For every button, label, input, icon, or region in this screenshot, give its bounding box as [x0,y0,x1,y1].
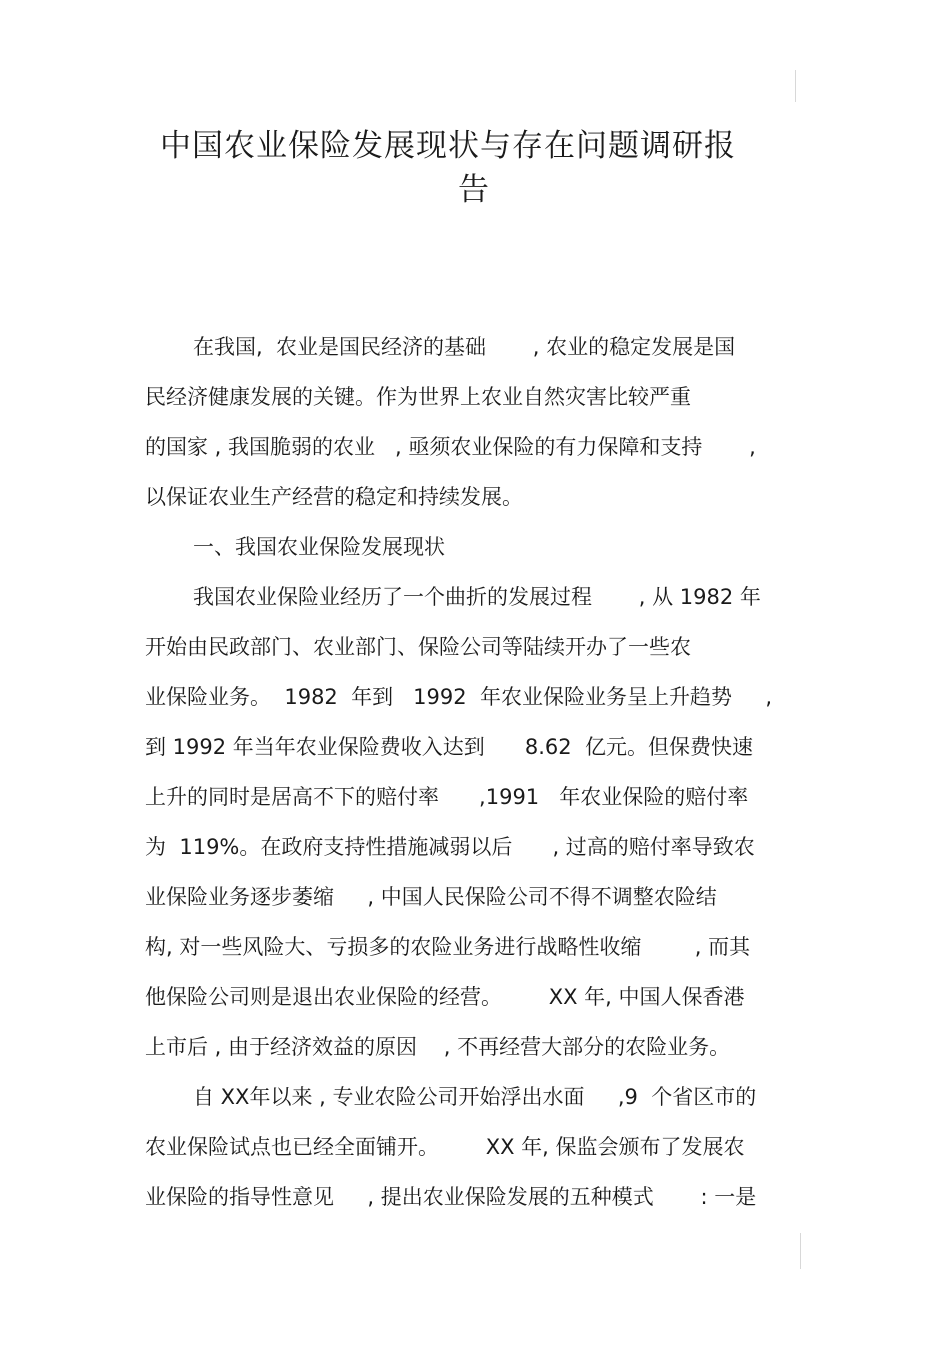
text-line: 开始由民政部门、农业部门、保险公司等陆续开办了一些农 [145,635,691,659]
page-edge-mark-top [795,70,796,102]
text-line: 我国农业保险业经历了一个曲折的发展过程 , 从 1982 年 [193,585,761,609]
text-line: 上升的同时是居高不下的赔付率 ,1991 年农业保险的赔付率 [145,785,749,809]
text-line: 业保险业务逐步萎缩 , 中国人民保险公司不得不调整农险结 [145,885,717,909]
text-line: 构, 对一些风险大、亏损多的农险业务进行战略性收缩 , 而其 [145,935,751,959]
text-line: 为 119%。在政府支持性措施减弱以后 , 过高的赔付率导致农 [145,835,755,859]
text-line: 民经济健康发展的关键。作为世界上农业自然灾害比较严重 [145,385,691,409]
title-line-1: 中国农业保险发展现状与存在问题调研报 [160,128,736,164]
text-line: 农业保险试点也已经全面铺开。 XX 年, 保监会颁布了发展农 [145,1135,745,1159]
text-line: 自 XX年以来 , 专业农险公司开始浮出水面 ,9 个省区市的 [193,1085,757,1109]
text-line: 到 1992 年当年农业保险费收入达到 8.62 亿元。但保费快速 [145,735,753,759]
text-line: 一、我国农业保险发展现状 [193,535,445,559]
text-line: 在我国, 农业是国民经济的基础 , 农业的稳定发展是国 [193,335,736,359]
title-line-2: 告 [458,172,490,208]
text-line: 业保险业务。 1982 年到 1992 年农业保险业务呈上升趋势 , [145,685,773,709]
text-line: 上市后 , 由于经济效益的原因 , 不再经营大部分的农险业务。 [145,1035,731,1059]
page-edge-mark-bottom [800,1233,801,1269]
document-body [145,322,810,1222]
text-line: 他保险公司则是退出农业保险的经营。 XX 年, 中国人保香港 [145,985,745,1009]
text-line: 的国家 , 我国脆弱的农业 , 亟须农业保险的有力保障和支持 , [145,435,756,459]
document-title [160,124,790,212]
text-line: 业保险的指导性意见 , 提出农业保险发展的五种模式 : 一是 [145,1185,757,1209]
text-line: 以保证农业生产经营的稳定和持续发展。 [145,485,523,509]
